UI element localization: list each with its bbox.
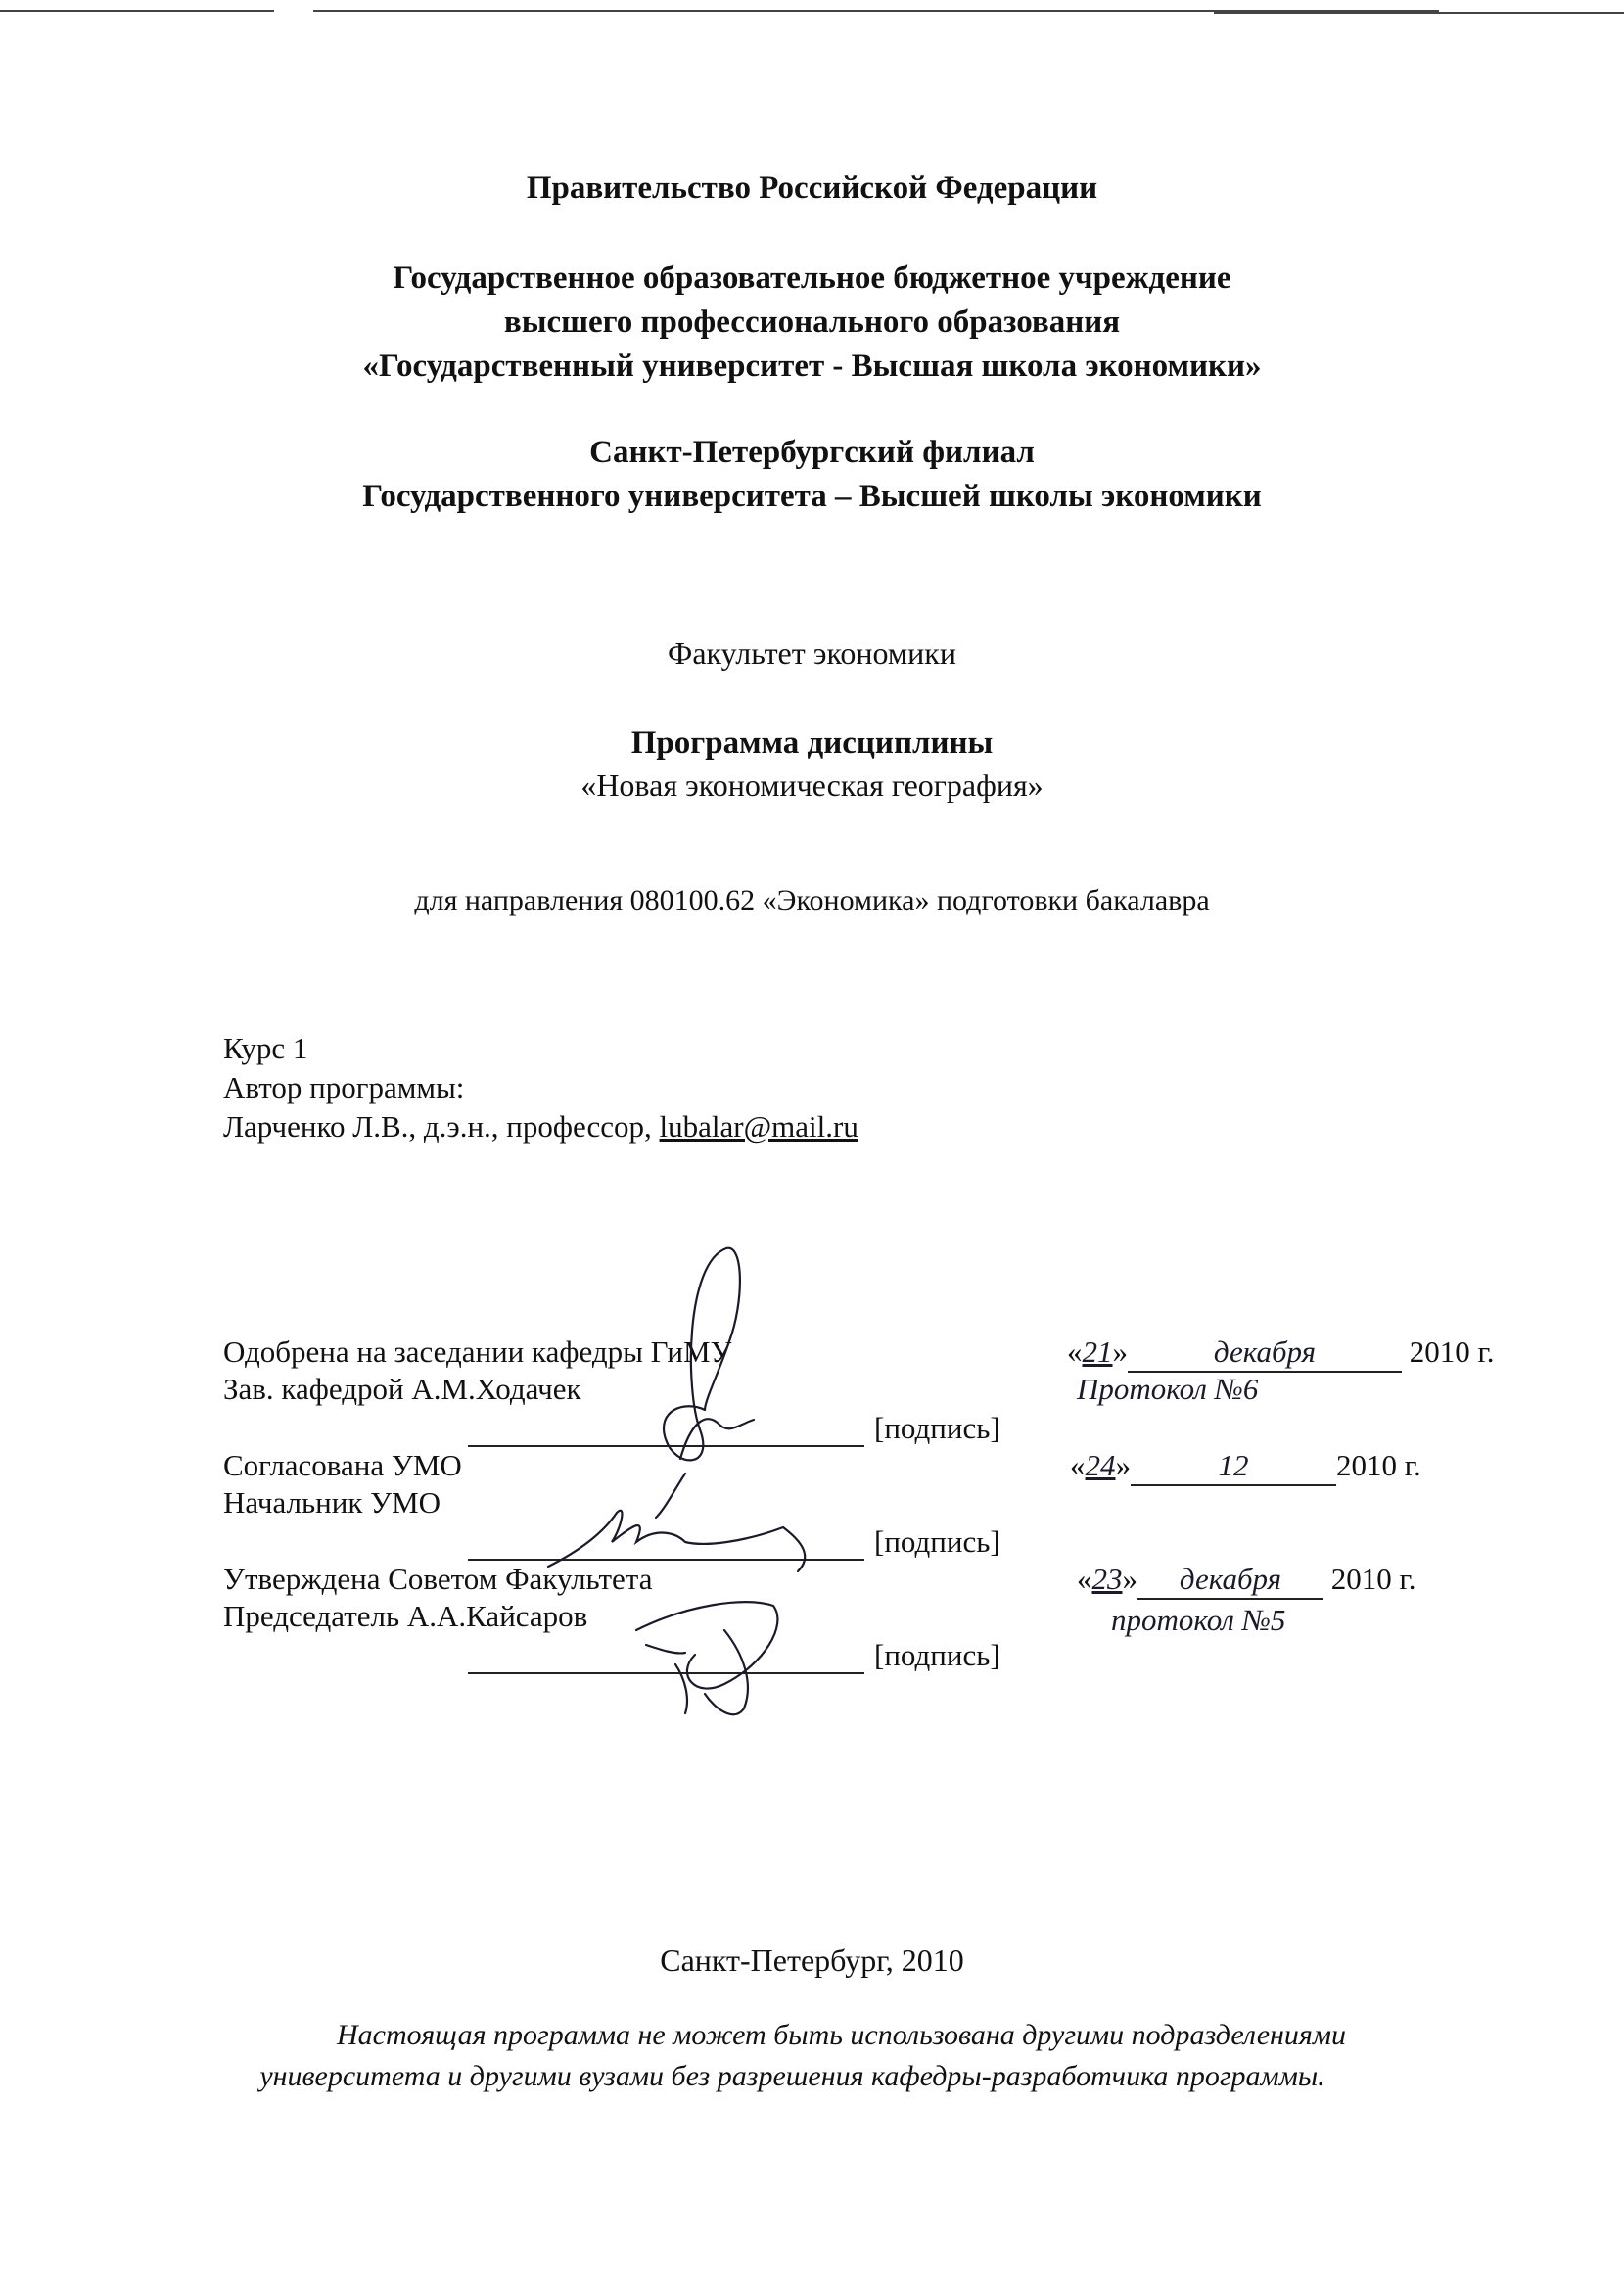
branch-heading-line2: Государственного университета – Высшей школы экономики [362, 479, 1262, 514]
usage-notice-line1: Настоящая программа не может быть использована другими подразделениями [336, 2019, 1346, 2051]
usage-notice-line2: университета и другими вузами без разрешения кафедры-разработчика программы. [259, 2060, 1325, 2092]
program-direction: для направления 080100.62 «Экономика» подготовки бакалавра [414, 884, 1210, 916]
author-label: Автор программы: [223, 1070, 465, 1104]
signature-3-stroke [636, 1602, 777, 1688]
approval-dept-head: Зав. кафедрой А.М.Ходачек [223, 1372, 581, 1406]
branch-heading-line1: Санкт-Петербургский филиал [589, 435, 1035, 470]
date-month-handwritten: декабря [1128, 1334, 1402, 1373]
signature-2-stroke [783, 1527, 805, 1571]
city-year: Санкт-Петербург, 2010 [660, 1942, 964, 1978]
date-year: 2010 г. [1336, 1448, 1421, 1482]
discipline-name: «Новая экономическая география» [580, 768, 1044, 803]
approval-dept-line: Одобрена на заседании кафедры ГиМУ [223, 1334, 732, 1369]
signature-3-stroke [646, 1645, 685, 1653]
author-email-link[interactable]: lubalar@mail.ru [659, 1109, 858, 1144]
date-year: 2010 г. [1330, 1562, 1416, 1596]
program-title: Программа дисциплины [630, 725, 994, 761]
approval-umo-line: Согласована УМО [223, 1448, 462, 1482]
approval-date: «21» декабря 2010 г. [1067, 1334, 1494, 1373]
signature-label: [подпись] [874, 1411, 1000, 1445]
protocol-handwritten: протокол №5 [1111, 1603, 1286, 1637]
signature-label: [подпись] [874, 1524, 1000, 1559]
date-day-handwritten: 24 [1085, 1448, 1116, 1482]
institution-heading-line2: высшего профессионального образования [503, 304, 1121, 340]
signature-3-stroke [675, 1664, 687, 1713]
date-month-handwritten: 12 [1131, 1447, 1336, 1486]
course-label: Курс 1 [223, 1031, 308, 1065]
date-month-handwritten: декабря [1137, 1561, 1323, 1600]
date-day-handwritten: 23 [1091, 1562, 1123, 1596]
signature-1-stroke [680, 1419, 754, 1459]
date-day-handwritten: 21 [1082, 1334, 1113, 1369]
signature-label: [подпись] [874, 1638, 1000, 1672]
approval-date: «24» 12 2010 г. [1070, 1447, 1421, 1486]
author-name: Ларченко Л.В., д.э.н., профессор, [223, 1109, 652, 1144]
approval-council-head: Председатель А.А.Кайсаров [223, 1599, 588, 1633]
signature-2-stroke [548, 1511, 783, 1567]
government-heading: Правительство Российской Федерации [526, 170, 1098, 206]
institution-heading-line1: Государственное образовательное бюджетное учреждение [393, 260, 1231, 296]
approval-umo-head: Начальник УМО [223, 1485, 441, 1520]
protocol-handwritten: Протокол №6 [1077, 1372, 1259, 1406]
signature-1-stroke [656, 1474, 685, 1518]
date-year: 2010 г. [1409, 1334, 1495, 1369]
faculty-name: Факультет экономики [668, 635, 956, 671]
signature-3-stroke [705, 1630, 748, 1714]
approval-date: «23» декабря 2010 г. [1077, 1561, 1415, 1600]
approval-council-line: Утверждена Советом Факультета [223, 1562, 653, 1596]
institution-heading-line3: «Государственный университет - Высшая школа экономики» [362, 349, 1262, 384]
